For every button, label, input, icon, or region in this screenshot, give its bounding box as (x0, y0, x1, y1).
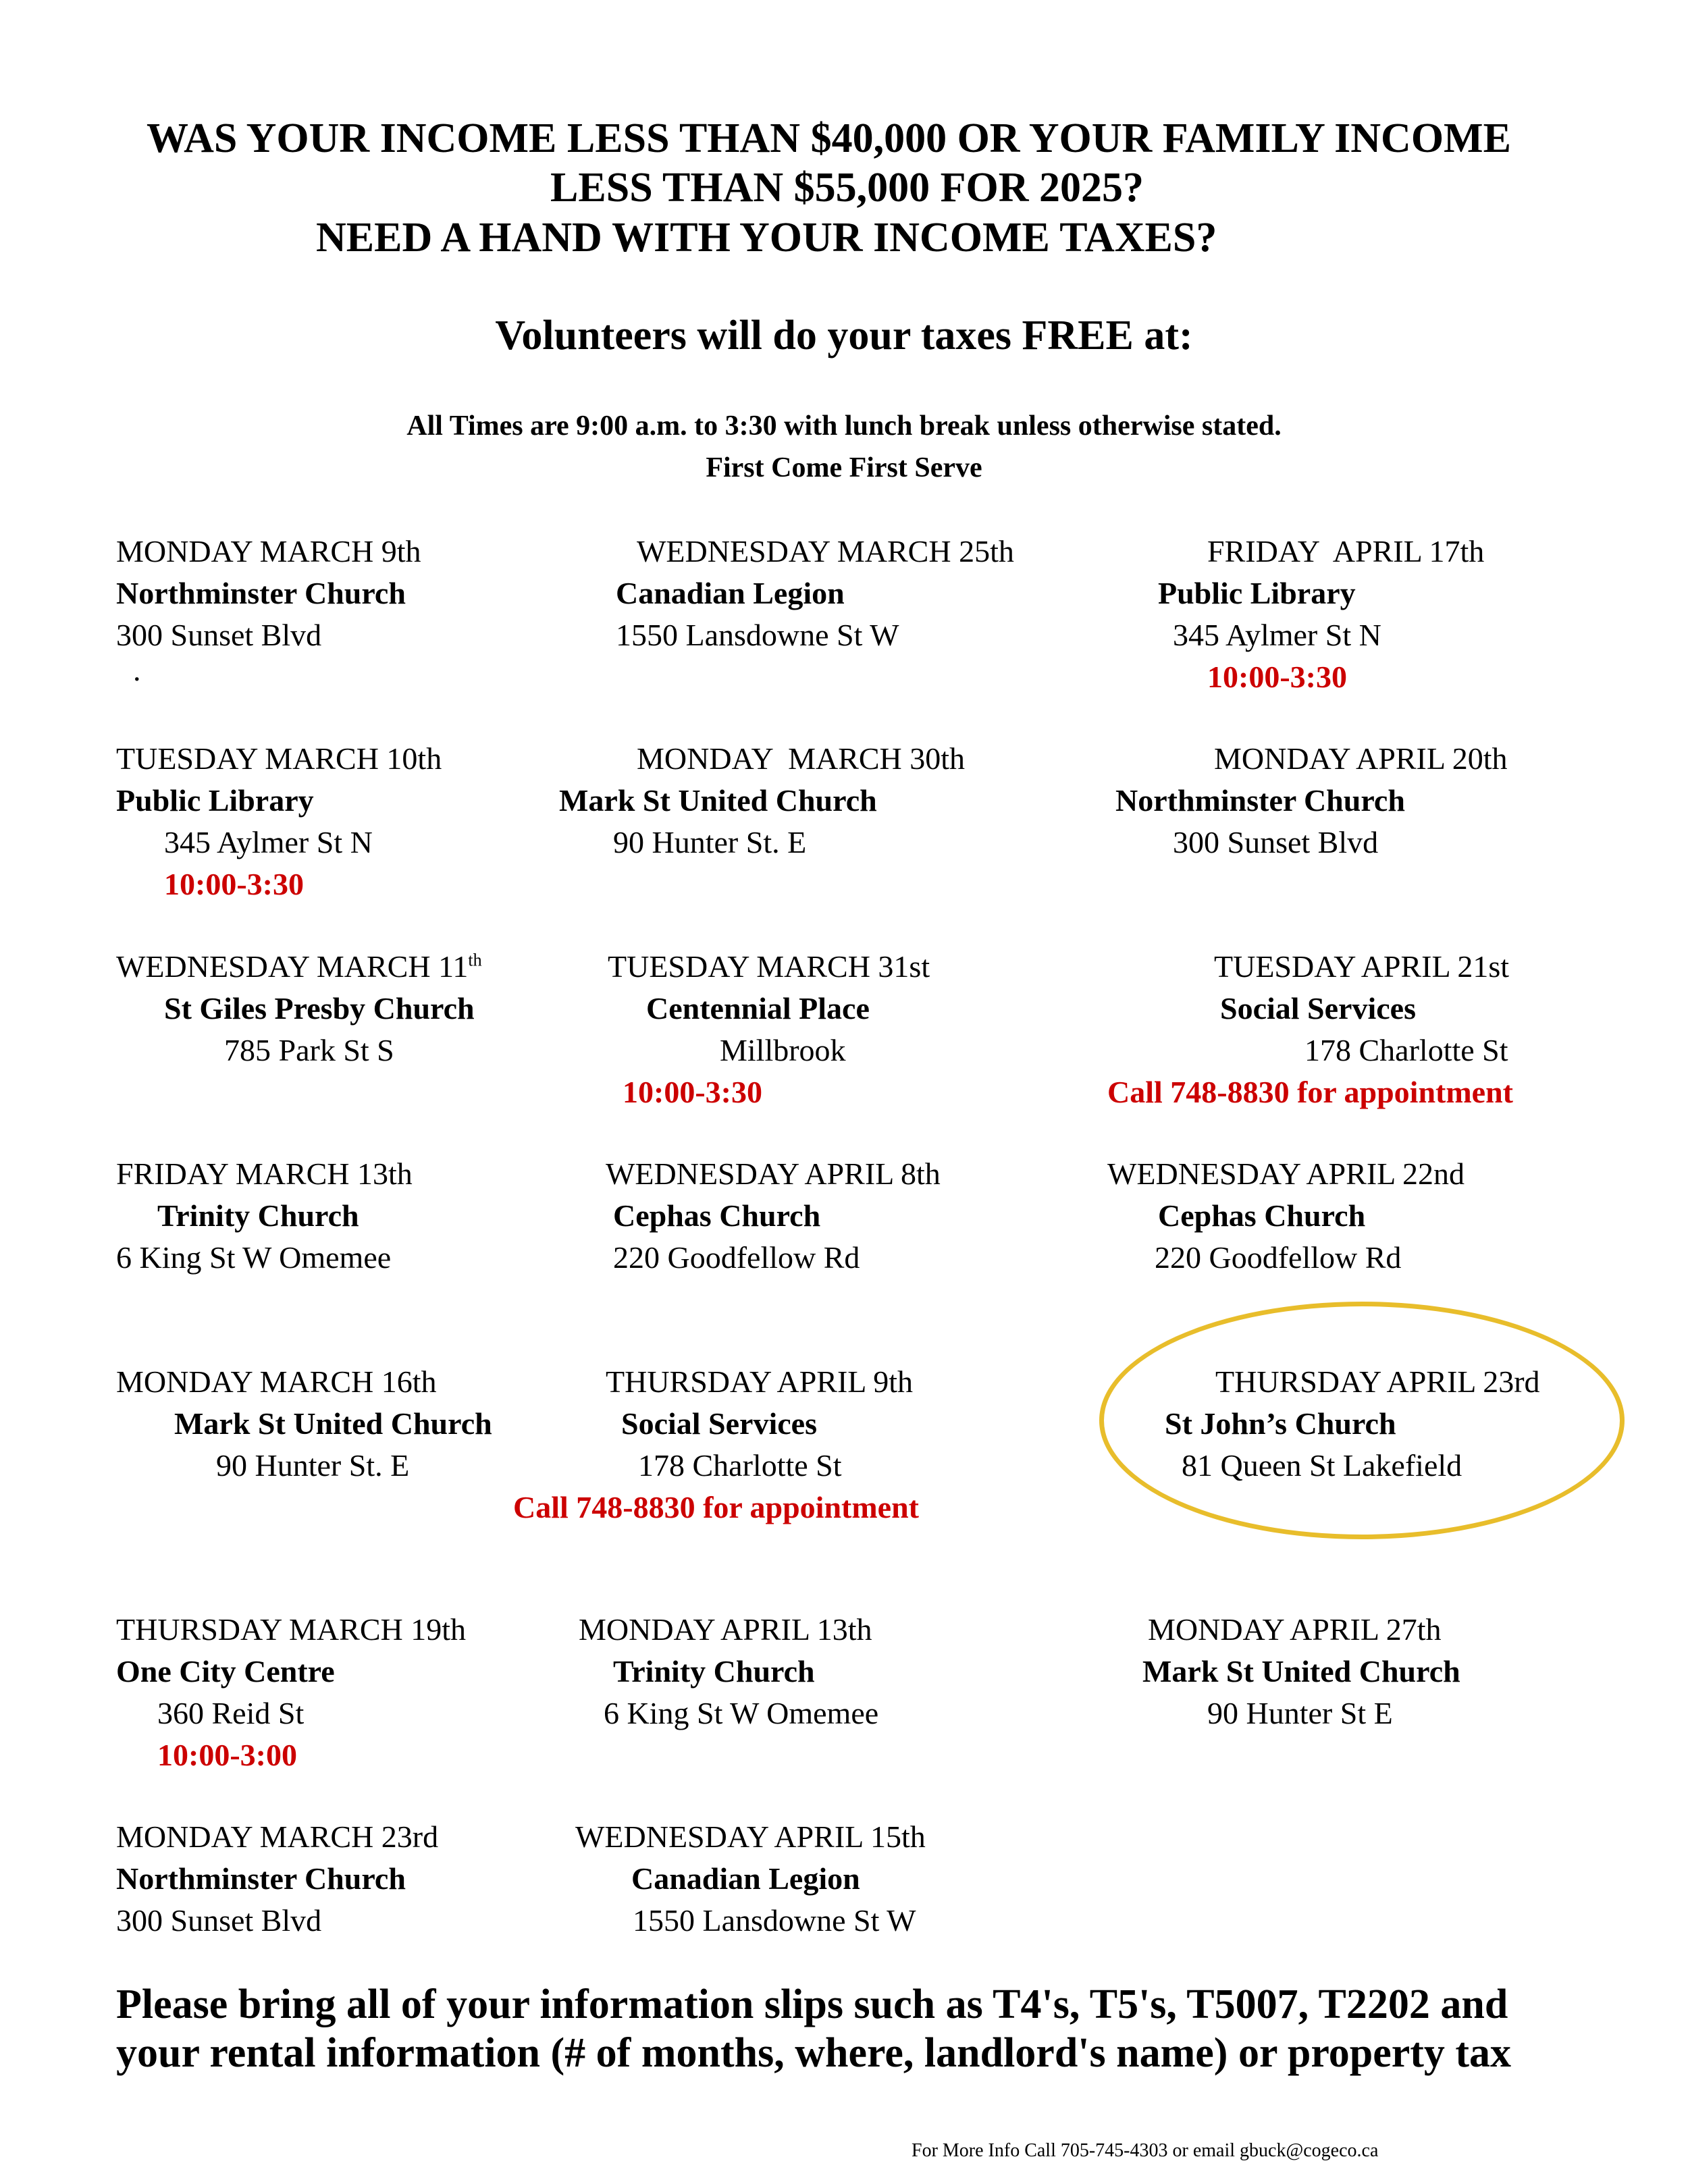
entry-hours: 10:00-3:30 (623, 1075, 762, 1109)
appointment-note: Call 748-8830 for appointment (513, 1490, 919, 1524)
appointment-note: Call 748-8830 for appointment (1107, 1075, 1513, 1109)
entry-address: 1550 Lansdowne St W (633, 1903, 916, 1938)
entry-day-suffix: th (468, 950, 482, 970)
entry-day: WEDNESDAY APRIL 8th (606, 1156, 941, 1191)
entry-address: 360 Reid St (157, 1696, 305, 1730)
entry-address: 220 Goodfellow Rd (613, 1240, 860, 1275)
entry-place: Canadian Legion (631, 1861, 860, 1896)
entry-place: Northminster Church (116, 576, 406, 610)
entry-place: One City Centre (116, 1654, 335, 1688)
entry-place: Social Services (621, 1406, 817, 1441)
entry-address: 300 Sunset Blvd (116, 1903, 322, 1938)
entry-place: Mark St United Church (1142, 1654, 1460, 1688)
entry-place: Cephas Church (1158, 1198, 1366, 1233)
entry-address: 220 Goodfellow Rd (1155, 1240, 1402, 1275)
entry-address: 300 Sunset Blvd (1173, 825, 1379, 859)
entry-day: TUESDAY MARCH 10th (116, 741, 442, 776)
times-note: All Times are 9:00 a.m. to 3:30 with lunch break unless otherwise stated. (406, 410, 1282, 442)
entry-place: Public Library (1158, 576, 1356, 610)
entry-hours: 10:00-3:30 (1207, 660, 1347, 694)
bring-info-line-2: your rental information (# of months, where, landlord's name) or property tax (116, 2030, 1512, 2076)
entry-place: Centennial Place (646, 991, 870, 1026)
entry-place: Trinity Church (157, 1198, 359, 1233)
entry-place: Trinity Church (613, 1654, 815, 1688)
entry-day: THURSDAY APRIL 9th (606, 1364, 913, 1399)
entry-day: WEDNESDAY APRIL 15th (575, 1819, 926, 1854)
entry-place: Northminster Church (1115, 783, 1405, 818)
entry-place: Canadian Legion (616, 576, 845, 610)
entry-place: Cephas Church (613, 1198, 821, 1233)
bring-info-line-1: Please bring all of your information slips such as T4's, T5's, T5007, T2202 and (116, 1981, 1508, 2027)
entry-address: 6 King St W Omemee (116, 1240, 392, 1275)
entry-extra: . (133, 653, 141, 687)
entry-place: St John’s Church (1165, 1406, 1396, 1441)
entry-address: 81 Queen St Lakefield (1182, 1448, 1462, 1483)
entry-address: Millbrook (720, 1033, 846, 1067)
entry-day: WEDNESDAY APRIL 22nd (1107, 1156, 1465, 1191)
first-come-note: First Come First Serve (706, 452, 982, 483)
entry-day: MONDAY APRIL 13th (579, 1612, 872, 1647)
entry-day: MONDAY MARCH 30th (637, 741, 966, 776)
entry-day: THURSDAY APRIL 23rd (1215, 1364, 1540, 1399)
entry-place: Public Library (116, 783, 314, 818)
entry-place: Mark St United Church (174, 1406, 492, 1441)
headline-line-1: WAS YOUR INCOME LESS THAN $40,000 OR YOUR FAMILY INCOME (147, 115, 1511, 161)
volunteers-heading: Volunteers will do your taxes FREE at: (495, 313, 1193, 358)
entry-place: Northminster Church (116, 1861, 406, 1896)
entry-address: 90 Hunter St. E (613, 825, 807, 859)
entry-address: 300 Sunset Blvd (116, 618, 322, 652)
entry-address: 345 Aylmer St N (1173, 618, 1381, 652)
contact-info: For More Info Call 705-745-4303 or email gbuck@cogeco.ca (912, 2140, 1379, 2161)
entry-day: MONDAY APRIL 27th (1148, 1612, 1442, 1647)
entry-address: 1550 Lansdowne St W (616, 618, 899, 652)
entry-place: St Giles Presby Church (164, 991, 475, 1026)
entry-address: 178 Charlotte St (638, 1448, 842, 1483)
entry-day: THURSDAY MARCH 19th (116, 1612, 467, 1647)
entry-address: 785 Park St S (224, 1033, 394, 1067)
entry-day: MONDAY MARCH 23rd (116, 1819, 439, 1854)
entry-place: Mark St United Church (559, 783, 877, 818)
entry-hours: 10:00-3:30 (164, 867, 304, 901)
entry-address: 178 Charlotte St (1304, 1033, 1508, 1067)
entry-day: TUESDAY MARCH 31st (608, 949, 930, 984)
entry-day (116, 949, 482, 984)
entry-place: Social Services (1220, 991, 1416, 1026)
headline-line-3: NEED A HAND WITH YOUR INCOME TAXES? (316, 215, 1217, 261)
entry-address: 345 Aylmer St N (164, 825, 373, 859)
entry-day: MONDAY MARCH 9th (116, 534, 421, 568)
entry-day: MONDAY MARCH 16th (116, 1364, 437, 1399)
entry-hours: 10:00-3:00 (157, 1738, 297, 1772)
entry-address: 90 Hunter St. E (216, 1448, 410, 1483)
entry-day: WEDNESDAY MARCH 25th (637, 534, 1014, 568)
entry-address: 6 King St W Omemee (604, 1696, 879, 1730)
headline-line-2: LESS THAN $55,000 FOR 2025? (550, 165, 1144, 211)
entry-address: 90 Hunter St E (1207, 1696, 1393, 1730)
entry-day: FRIDAY APRIL 17th (1207, 534, 1485, 568)
entry-day: TUESDAY APRIL 21st (1214, 949, 1510, 984)
entry-day: FRIDAY MARCH 13th (116, 1156, 413, 1191)
entry-day: MONDAY APRIL 20th (1214, 741, 1508, 776)
entry-day-text: WEDNESDAY MARCH 11 (116, 949, 469, 984)
